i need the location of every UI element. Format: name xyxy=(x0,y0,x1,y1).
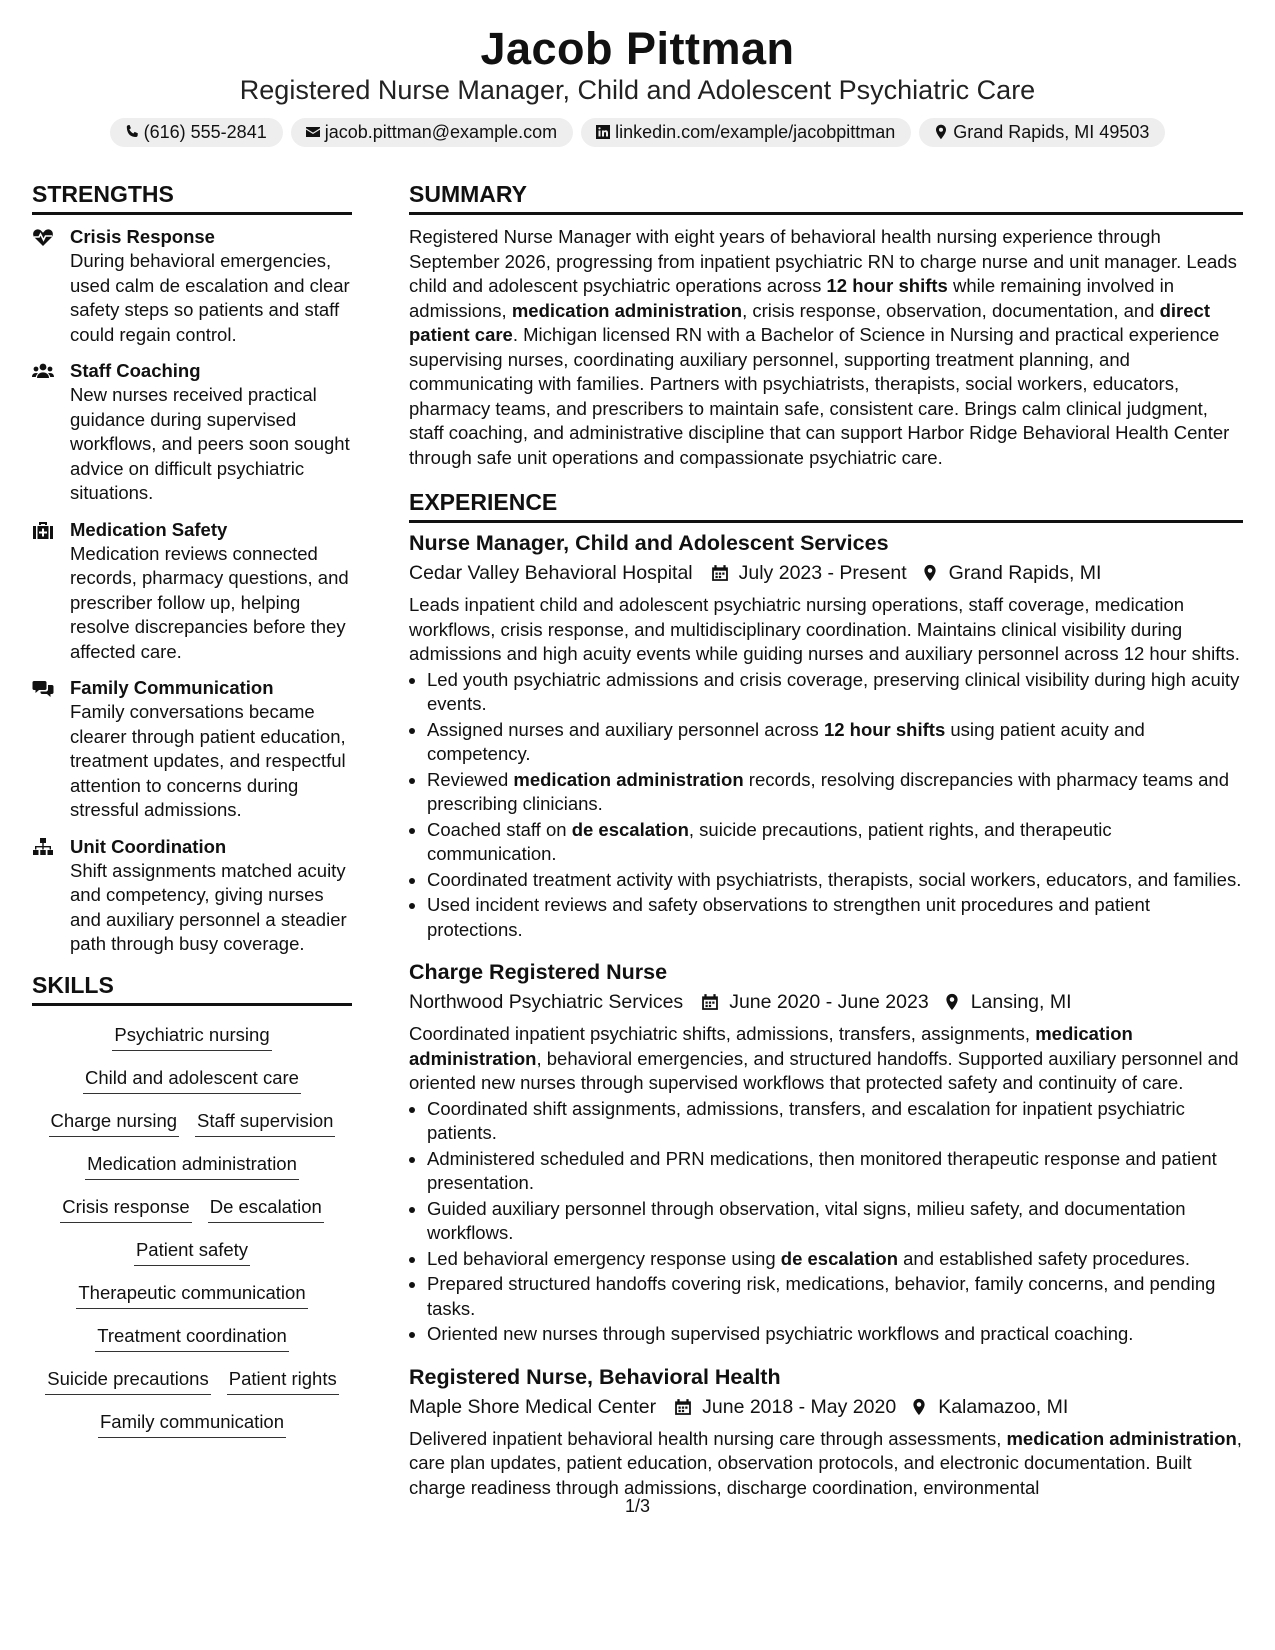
strength-body xyxy=(70,225,352,347)
strength-description: Shift assignments matched acuity and competency, giving nurses and auxiliary personnel a steadier path through busy coverage. xyxy=(70,859,347,954)
strength-item xyxy=(32,676,352,823)
calendar-icon xyxy=(674,1398,692,1416)
phone-text: (616) 555-2841 xyxy=(143,122,267,142)
job-meta xyxy=(409,988,1243,1016)
list-item: • Administered scheduled and PRN medications, then monitored therapeutic response and patient presentation. xyxy=(427,1147,1243,1196)
job-bullets xyxy=(409,668,1243,943)
list-item: • Used incident reviews and safety observations to strengthen unit procedures and patient protections. xyxy=(427,893,1243,942)
list-item: • Led behavioral emergency response using de escalation and established safety procedures. xyxy=(427,1247,1243,1272)
list-item: • Coordinated shift assignments, admissions, transfers, and escalation for inpatient psychiatric patients. xyxy=(427,1097,1243,1146)
skill-tag: Family communication xyxy=(98,1409,286,1438)
strength-title: Crisis Response xyxy=(70,226,215,247)
job-location: Grand Rapids, MI xyxy=(948,562,1102,584)
heartbeat-icon xyxy=(32,225,70,347)
medkit-icon xyxy=(32,518,70,665)
resume-header xyxy=(0,0,1275,147)
strength-title: Medication Safety xyxy=(70,518,228,540)
location-chip xyxy=(919,118,1165,147)
medkit-icon xyxy=(32,520,54,540)
strength-body xyxy=(70,359,352,506)
summary-text: Registered Nurse Manager with eight years of behavioral health nursing experience through September 2026, progressing from inpatient psychiatric RN to charge nurse and unit manager. Leads child and adolescent psychiatric operations across 12 hour shifts while remaining involved in admissions, medication administration, crisis response, observation, documentation, and direct patient care. Michigan licensed RN with a Bachelor of Science in Nursing and practical experience supervising nurses, coordinating auxiliary personnel, supporting treatment planning, and communicating with families. Partners with psychiatrists, therapists, social workers, educators, pharmacy teams, and prescribers to maintain safe, consistent care. Brings calm clinical judgment, staff coaching, and administrative discipline that can support Harbor Ridge Behavioral Health Center through safe unit operations and compassionate psychiatric care. xyxy=(409,226,1237,468)
skill-tag: Charge nursing xyxy=(49,1108,180,1137)
users-icon xyxy=(32,359,70,506)
right-column xyxy=(409,180,1243,1500)
map-marker-icon xyxy=(943,993,961,1011)
strength-title: Unit Coordination xyxy=(70,835,227,857)
list-item: • Guided auxiliary personnel through observation, vital signs, milieu safety, and documentation workflows. xyxy=(427,1197,1243,1246)
job-title: Registered Nurse, Behavioral Health xyxy=(409,1364,781,1389)
calendar-icon xyxy=(701,993,719,1011)
job-entry xyxy=(409,529,1243,942)
linkedin-chip[interactable] xyxy=(581,118,911,147)
experience-list xyxy=(409,529,1243,1500)
job-location: Kalamazoo, MI xyxy=(938,1395,1069,1418)
job-dates: June 2020 - June 2023 xyxy=(729,991,929,1013)
job-bullets xyxy=(409,1097,1243,1347)
contact-bar xyxy=(0,118,1275,147)
email-text: jacob.pittman@example.com xyxy=(324,122,558,142)
strength-item xyxy=(32,835,352,957)
strength-description: During behavioral emergencies, used calm de escalation and clear safety steps so patients and staff could regain control. xyxy=(70,250,350,345)
envelope-icon xyxy=(305,124,321,140)
job-summary: Leads inpatient child and adolescent psychiatric nursing operations, staff coverage, medication workflows, crisis response, and multidisciplinary coordination. Maintains clinical visibility during admissions and high acuity events while guiding nurses and auxiliary personnel across 12 hour shifts. xyxy=(409,594,1240,664)
list-item: • Prepared structured handoffs covering risk, medications, behavior, family concerns, and pending tasks. xyxy=(427,1272,1243,1321)
job-meta xyxy=(409,559,1243,587)
strength-body xyxy=(70,676,352,823)
strength-item xyxy=(32,359,352,506)
location-text: Grand Rapids, MI 49503 xyxy=(953,122,1150,142)
skill-tag: Medication administration xyxy=(85,1151,299,1180)
list-item: • Coached staff on de escalation, suicide precautions, patient rights, and therapeutic communication. xyxy=(427,818,1243,867)
list-item: • Reviewed medication administration records, resolving discrepancies with pharmacy teams and prescribing clinicians. xyxy=(427,768,1243,817)
comments-icon xyxy=(32,676,70,823)
experience-heading: EXPERIENCE xyxy=(409,488,1243,523)
strengths-heading: STRENGTHS xyxy=(32,180,352,215)
left-column xyxy=(32,180,352,1500)
job-dates: July 2023 - Present xyxy=(738,562,907,584)
job-meta xyxy=(409,1393,1243,1421)
skill-tag: Staff supervision xyxy=(195,1108,335,1137)
list-item: • Led youth psychiatric admissions and crisis coverage, preserving clinical visibility during high acuity events. xyxy=(427,668,1243,717)
job-summary: Coordinated inpatient psychiatric shifts, admissions, transfers, assignments, medication administration, behavioral emergencies, and structured handoffs. Supported auxiliary personnel and oriented new nurses through supervised workflows that protected safety and continuity of care. xyxy=(409,1023,1239,1093)
skill-tag: Patient safety xyxy=(134,1237,250,1266)
job-entry xyxy=(409,958,1243,1347)
candidate-title: Registered Nurse Manager, Child and Adolescent Psychiatric Care xyxy=(239,75,1036,105)
map-marker-icon xyxy=(921,564,939,582)
list-item: • Coordinated treatment activity with psychiatrists, therapists, social workers, educators, and families. xyxy=(427,868,1243,893)
job-entry xyxy=(409,1363,1243,1501)
list-item: • Assigned nurses and auxiliary personnel across 12 hour shifts using patient acuity and competency. xyxy=(427,718,1243,767)
strength-description: New nurses received practical guidance during supervised workflows, and peers soon sought advice on difficult psychiatric situations. xyxy=(70,384,350,503)
strength-item xyxy=(32,518,352,665)
strength-description: Medication reviews connected records, pharmacy questions, and prescriber follow up, helping resolve discrepancies before they affected care. xyxy=(70,542,349,662)
strengths-list xyxy=(32,225,352,957)
skill-tag: Therapeutic communication xyxy=(76,1280,307,1309)
heartbeat-icon xyxy=(32,227,54,247)
job-company: Cedar Valley Behavioral Hospital xyxy=(409,562,693,584)
skill-tag: Crisis response xyxy=(60,1194,192,1223)
linkedin-icon xyxy=(595,124,611,140)
candidate-name: Jacob Pittman xyxy=(480,23,795,74)
skills-list xyxy=(32,1016,352,1438)
strength-item xyxy=(32,225,352,347)
map-marker-icon xyxy=(910,1398,928,1416)
job-company: Maple Shore Medical Center xyxy=(409,1395,657,1418)
comments-icon xyxy=(32,678,54,698)
map-marker-icon xyxy=(933,124,949,140)
linkedin-text: linkedin.com/example/jacobpittman xyxy=(615,122,896,142)
strength-body xyxy=(70,518,352,665)
sitemap-icon xyxy=(32,835,70,957)
job-title: Nurse Manager, Child and Adolescent Services xyxy=(409,531,889,555)
skill-tag: Suicide precautions xyxy=(45,1366,210,1395)
strength-body xyxy=(70,835,352,957)
skill-tag: Psychiatric nursing xyxy=(112,1022,271,1051)
phone-chip[interactable] xyxy=(110,118,283,147)
skill-tag: Child and adolescent care xyxy=(83,1065,301,1094)
strength-title: Family Communication xyxy=(70,677,274,698)
email-chip[interactable] xyxy=(291,118,573,147)
job-company: Northwood Psychiatric Services xyxy=(409,991,684,1013)
skill-tag: Patient rights xyxy=(227,1366,339,1395)
list-item: • Oriented new nurses through supervised psychiatric workflows and practical coaching. xyxy=(427,1322,1243,1347)
job-location: Lansing, MI xyxy=(970,991,1072,1013)
job-summary: Delivered inpatient behavioral health nursing care through assessments, medication administration, care plan updates, patient education, observation protocols, and electronic documentation. Built charge readiness through admissions, discharge coordination, environmental xyxy=(409,1427,1242,1498)
page-number: 1/3 xyxy=(624,1496,651,1516)
users-icon xyxy=(32,361,54,381)
skill-tag: De escalation xyxy=(208,1194,324,1223)
skills-heading: SKILLS xyxy=(32,971,352,1006)
sitemap-icon xyxy=(32,837,54,857)
summary-heading: SUMMARY xyxy=(409,180,1243,215)
resume-body xyxy=(32,180,1243,1500)
strength-title: Staff Coaching xyxy=(70,360,201,381)
calendar-icon xyxy=(711,564,729,582)
job-title: Charge Registered Nurse xyxy=(409,960,668,984)
phone-icon xyxy=(124,124,140,140)
strength-description: Family conversations became clearer through patient education, treatment updates, and respectful attention to concerns during stressful admissions. xyxy=(70,701,346,820)
job-dates: June 2018 - May 2020 xyxy=(702,1395,897,1418)
skill-tag: Treatment coordination xyxy=(95,1323,289,1352)
